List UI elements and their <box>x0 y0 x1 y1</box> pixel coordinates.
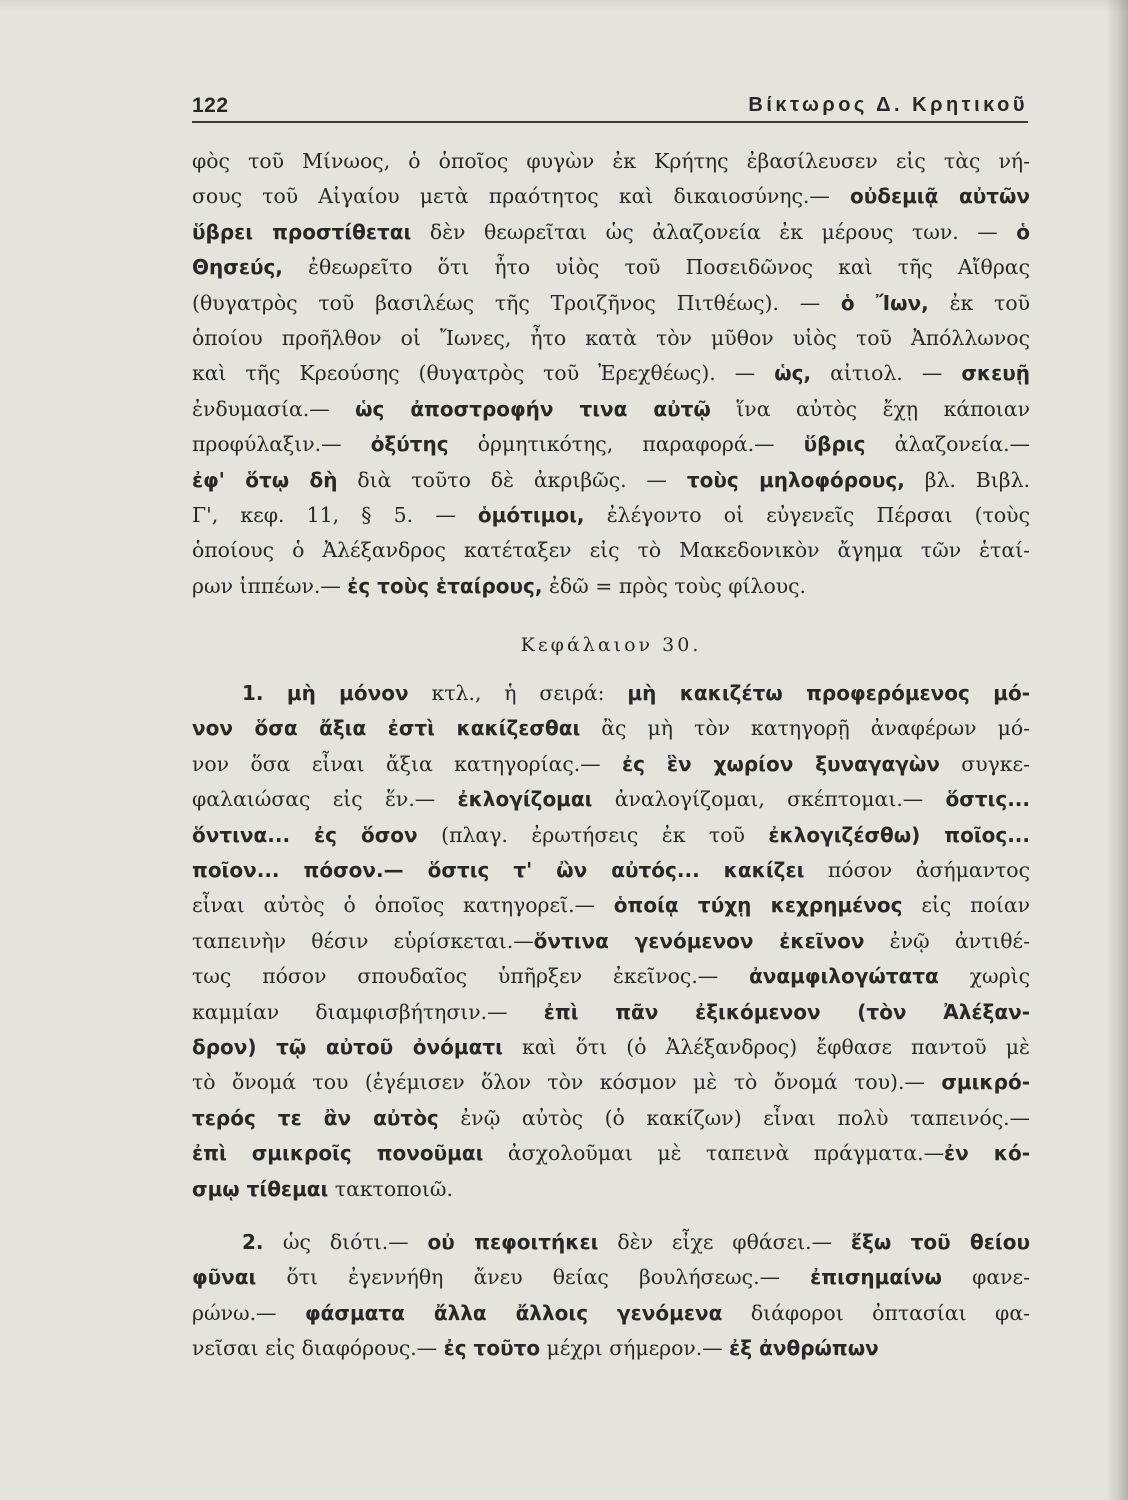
lemma-bold: φάσματα ἄλλα ἄλλοις γενόμενα <box>305 1300 723 1325</box>
gloss-text: τως πόσον σπουδαῖος ὑπῆρξεν ἐκεῖνος.— <box>192 964 750 989</box>
text-line <box>192 1101 1030 1136</box>
text-line <box>192 427 1030 462</box>
gloss-text: βλ. Βιβλ. <box>904 467 1030 492</box>
text-line <box>192 818 1030 853</box>
gloss-text: δὲν θεωρεῖται ὡς ἀλαζονεία ἐκ μέρους των. — <box>411 219 1017 244</box>
lemma-bold: 2. <box>242 1229 283 1254</box>
gloss-text: τακτοποιῶ. <box>328 1176 453 1201</box>
page-edge-shadow-top <box>0 0 1128 12</box>
gloss-text: μέχρι σήμερον.— <box>540 1336 730 1361</box>
gloss-text: διάφοροι ὀπτασίαι φα- <box>722 1300 1030 1325</box>
lemma-bold: ἐκλογίζομαι <box>457 787 593 812</box>
gloss-text: ρώνω.— <box>192 1300 305 1325</box>
lemma-bold: ὀξύτης <box>370 432 449 457</box>
text-line <box>192 286 1030 321</box>
text-line <box>192 747 1030 782</box>
gloss-text: ἀσχολοῦμαι μὲ ταπεινὰ πράγματα.— <box>483 1141 945 1166</box>
gloss-text: ἐκ τοῦ <box>928 290 1030 315</box>
gloss-text: καὶ τῆς Κρεούσης (θυγατρὸς τοῦ Ἐρεχθέως). — <box>192 361 775 386</box>
text-line <box>192 676 1030 711</box>
lemma-bold: ἐξ ἀνθρώπων <box>729 1336 879 1361</box>
gloss-text: νεῖσαι εἰς διαφόρους.— <box>192 1336 444 1361</box>
page-edge-shadow <box>1106 0 1128 1500</box>
gloss-text: νον ὅσα εἶναι ἄξια κατηγορίας.— <box>192 751 623 776</box>
gloss-text: αἰτιολ. — <box>811 361 962 386</box>
text-line <box>192 1172 1030 1207</box>
text-line <box>192 463 1030 498</box>
commentary-block <box>192 144 1030 604</box>
gloss-text: ταπεινὴν θέσιν εὑρίσκεται.— <box>192 928 534 953</box>
text-line <box>192 1030 1030 1065</box>
gloss-text: ἵνα αὐτὸς ἔχῃ κάποιαν <box>710 396 1030 421</box>
page-number: 122 <box>192 94 229 117</box>
gloss-text: πόσον ἀσήμαντος <box>804 858 1030 883</box>
running-header <box>192 94 1028 124</box>
text-line <box>192 498 1030 533</box>
gloss-text: ἂς μὴ τὸν κατηγορῇ ἀναφέρων μό- <box>580 716 1030 741</box>
gloss-text: ὡς διότι.— <box>282 1229 428 1254</box>
lemma-bold: φῦναι <box>192 1265 257 1290</box>
gloss-text: ἐνῷ ἀντιθέ- <box>864 928 1030 953</box>
lemma-bold: ὁ <box>1016 219 1030 244</box>
lemma-bold: ὡς ἀποστροφήν τινα αὐτῷ <box>355 396 711 421</box>
gloss-text: καὶ ὅτι (ὁ Ἀλέξανδρος) ἔφθασε παντοῦ μὲ <box>502 1034 1031 1059</box>
lemma-bold: ὁμότιμοι, <box>477 502 585 527</box>
text-line <box>192 782 1030 817</box>
text-line <box>192 888 1030 923</box>
lemma-bold: ὅντινα... ἐς ὅσον <box>192 822 418 847</box>
gloss-text: φαλαιώσας εἰς ἕν.— <box>192 787 458 812</box>
paragraph-2 <box>192 1225 1030 1367</box>
text-line <box>192 959 1030 994</box>
gloss-text: καμμίαν διαμφισβήτησιν.— <box>192 999 544 1024</box>
lemma-bold: Θησεύς, <box>192 255 283 280</box>
lemma-bold: ἐς τοῦτο <box>443 1336 541 1361</box>
lemma-bold: δρον) τῷ αὐτοῦ ὀνόματι <box>192 1034 503 1059</box>
lemma-bold: ἐφ' ὅτῳ δὴ <box>192 467 338 492</box>
text-line <box>192 853 1030 888</box>
gloss-text: ἐθεωρεῖτο ὅτι ἦτο υἱὸς τοῦ Ποσειδῶνος καὶ τῆς Αἴθρας <box>282 255 1030 280</box>
gloss-text: (πλαγ. ἐρωτήσεις ἐκ τοῦ <box>417 822 769 847</box>
paragraph-gap <box>192 1207 1030 1225</box>
text-line <box>192 215 1030 250</box>
gloss-text: (θυγατρὸς τοῦ βασιλέως τῆς Τροιζῆνος Πιτθέως). — <box>192 290 841 315</box>
page-body <box>192 144 1030 1367</box>
gloss-text: σους τοῦ Αἰγαίου μετὰ πραότητος καὶ δικαιοσύνης.— <box>192 184 850 209</box>
text-line <box>192 924 1030 959</box>
lemma-bold: ἐς τοὺς ἑταίρους, <box>347 573 543 598</box>
lemma-bold: ἐς ἓν χωρίον ξυναγαγὼν <box>622 751 940 776</box>
lemma-bold: τοὺς μηλοφόρους, <box>686 467 905 492</box>
gloss-text: κτλ., ἡ σειρά: <box>408 681 628 706</box>
lemma-bold: ἐπὶ πᾶν ἐξικόμενον (τὸν Ἀλέξαν- <box>543 999 1030 1024</box>
lemma-bold: νον ὅσα ἄξια ἐστὶ κακίζεσθαι <box>192 716 581 741</box>
gloss-text: ἀλαζονεία.— <box>865 432 1030 457</box>
gloss-text: ἐδῶ = πρὸς τοὺς φίλους. <box>542 573 807 598</box>
gloss-text: ὁρμητικότης, παραφορά.— <box>448 432 804 457</box>
gloss-text: δὲν εἶχε φθάσει.— <box>598 1229 851 1254</box>
text-line <box>192 321 1030 356</box>
lemma-bold: ὡς, <box>774 361 812 386</box>
lemma-bold: ἐπισημαίνω <box>810 1265 942 1290</box>
text-line <box>192 1225 1030 1260</box>
header-rule <box>192 121 1028 123</box>
chapter-title: Κεφάλαιον 30. <box>520 634 702 657</box>
gloss-text: ρων ἱππέων.— <box>192 573 348 598</box>
lemma-bold: ὅστις... <box>945 787 1030 812</box>
lemma-bold: τερός τε ἂν αὐτὸς <box>192 1105 439 1130</box>
lemma-bold: σμικρό- <box>941 1070 1030 1095</box>
text-line <box>192 1296 1030 1331</box>
gloss-text: εἰς ποίαν <box>902 893 1030 918</box>
lemma-bold: οὐδεμιᾷ αὐτῶν <box>849 184 1030 209</box>
gloss-text: φὸς τοῦ Μίνωος, ὁ ὁποῖος φυγὼν ἐκ Κρήτης ἐβασίλευσεν εἰς τὰς νή- <box>192 149 1030 173</box>
text-line <box>192 1260 1030 1295</box>
lemma-bold: σκευῇ <box>961 361 1031 386</box>
gloss-text: ὁποίους ὁ Ἀλέξανδρος κατέταξεν εἰς τὸ Μακεδονικὸν ἄγημα τῶν ἑταί- <box>192 538 1030 563</box>
paragraph-1 <box>192 676 1030 1207</box>
text-line <box>192 250 1030 285</box>
text-line <box>192 995 1030 1030</box>
lemma-bold: ἐκλογιζέσθω) ποῖος... <box>768 822 1031 847</box>
gloss-text: συγκε- <box>939 751 1030 776</box>
running-title: Βίκτωρος Δ. Κρητικοῦ <box>748 94 1028 116</box>
text-line <box>192 569 1030 604</box>
gloss-text: διὰ τοῦτο δὲ ἀκριβῶς. — <box>337 467 687 492</box>
gloss-text: προφύλαξιν.— <box>192 432 371 457</box>
text-line <box>192 533 1030 568</box>
text-line <box>192 356 1030 391</box>
lemma-bold: ὁ Ἴων, <box>840 290 929 315</box>
text-line <box>192 1331 1030 1366</box>
text-line <box>192 1136 1030 1171</box>
text-line <box>192 711 1030 746</box>
lemma-bold: ἀναμφιλογώτατα <box>749 964 939 989</box>
gloss-text: ἐνδυμασία.— <box>192 396 356 421</box>
lemma-bold: μὴ κακιζέτω προφερόμενος μό- <box>627 681 1031 706</box>
lemma-bold: ὅντινα γενόμενον ἐκεῖνον <box>533 928 865 953</box>
lemma-bold: σμῳ τίθεμαι <box>192 1176 329 1201</box>
text-line <box>192 179 1030 214</box>
gloss-text: ἀναλογίζομαι, σκέπτομαι.— <box>592 787 946 812</box>
gloss-text: Γ', κεφ. 11, § 5. — <box>192 502 478 527</box>
gloss-text: φανε- <box>941 1265 1030 1290</box>
lemma-bold: ἐπὶ σμικροῖς πονοῦμαι <box>192 1141 484 1166</box>
lemma-bold: ὕβρει προστίθεται <box>192 219 412 244</box>
gloss-text: ὅτι ἐγεννήθη ἄνευ θείας βουλήσεως.— <box>256 1265 811 1290</box>
text-line <box>192 144 1030 179</box>
gloss-text: ὁποίου προῆλθον οἱ Ἴωνες, ἦτο κατὰ τὸν μῦθον υἱὸς τοῦ Ἀπόλλωνος <box>192 325 1030 350</box>
text-line <box>192 1065 1030 1100</box>
gloss-text: ἐλέγοντο οἱ εὐγενεῖς Πέρσαι (τοὺς <box>584 502 1030 527</box>
lemma-bold: ὁποίᾳ τύχῃ κεχρημένος <box>613 893 903 918</box>
text-line <box>192 392 1030 427</box>
lemma-bold: ἐν κό- <box>944 1141 1031 1166</box>
gloss-text: τὸ ὄνομά του (ἐγέμισεν ὅλον τὸν κόσμον μὲ τὸ ὄνομά του).— <box>192 1070 942 1095</box>
gloss-text: χωρὶς <box>938 964 1030 989</box>
lemma-bold: ὕβρις <box>803 432 866 457</box>
gloss-text: ἐνῷ αὐτὸς (ὁ κακίζων) εἶναι πολὺ ταπεινός.— <box>438 1105 1031 1130</box>
lemma-bold: ποῖον... πόσον.— ὅστις τ' ὢν αὐτός... κακίζει <box>192 858 805 883</box>
lemma-bold: ἔξω τοῦ θείου <box>850 1229 1030 1254</box>
lemma-bold: οὐ πεφοιτήκει <box>427 1229 599 1254</box>
gloss-text: εἶναι αὐτὸς ὁ ὁποῖος κατηγορεῖ.— <box>192 893 614 918</box>
lemma-bold: 1. μὴ μόνον <box>242 681 409 706</box>
